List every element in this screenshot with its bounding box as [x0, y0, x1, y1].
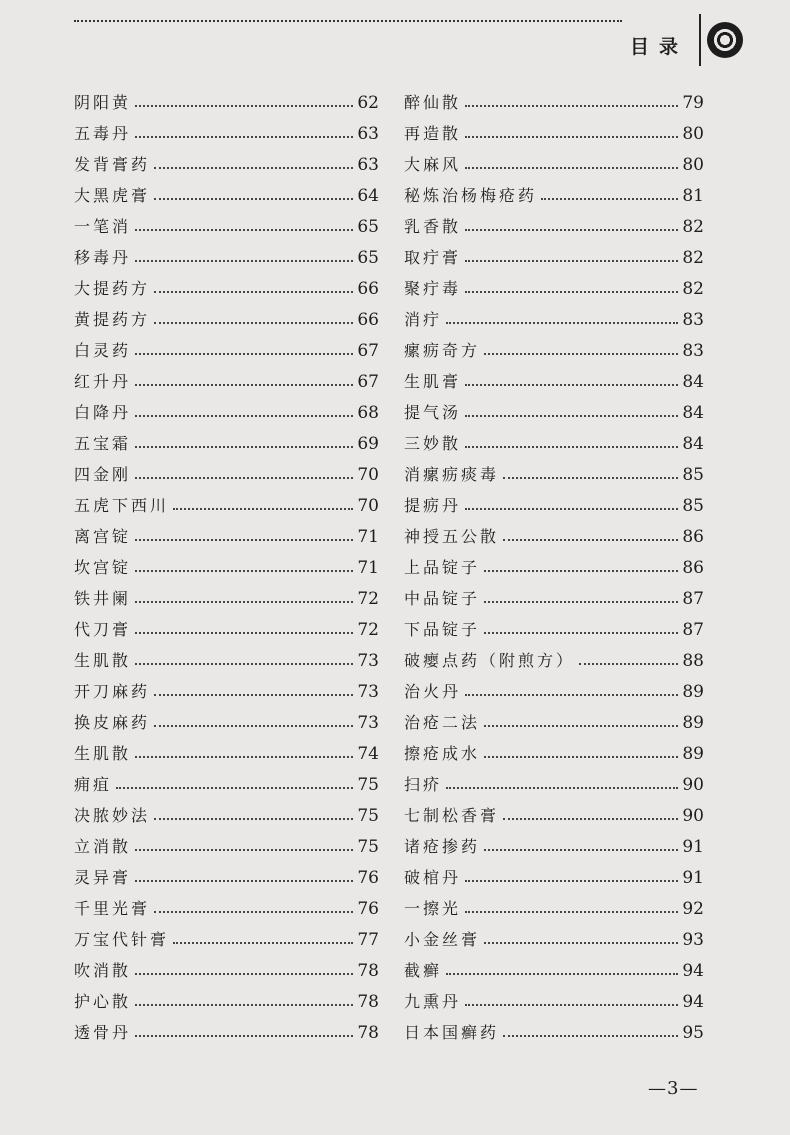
toc-entry [404, 981, 704, 1012]
dot-leader [465, 911, 678, 913]
dot-leader [465, 694, 678, 696]
dot-leader [135, 756, 353, 758]
toc-entry [74, 330, 379, 361]
toc-entry-page: 80 [682, 124, 704, 144]
dot-leader [446, 973, 678, 975]
toc-entry-page: 95 [682, 1023, 704, 1043]
toc-entry-page: 79 [682, 93, 704, 113]
toc-entry-title: 红升丹 [74, 372, 132, 391]
dot-leader [465, 229, 678, 231]
toc-entry-title: 诸疮掺药 [404, 837, 481, 856]
toc-entry-title: 千里光膏 [74, 899, 151, 918]
toc-entry [404, 702, 704, 733]
dot-leader [465, 167, 678, 169]
toc-entry-page: 81 [682, 186, 704, 206]
toc-entry [74, 516, 379, 547]
toc-entry [74, 485, 379, 516]
toc-entry-page: 94 [682, 961, 704, 981]
toc-entry [74, 454, 379, 485]
toc-entry [74, 826, 379, 857]
dot-leader [465, 1004, 678, 1006]
toc-entry-title: 破瘿点药（附煎方） [404, 651, 576, 670]
dot-leader [135, 663, 353, 665]
dot-leader [135, 973, 353, 975]
toc-entry-page: 84 [682, 434, 704, 454]
toc-entry-title: 小金丝膏 [404, 930, 481, 949]
toc-entry-title: 一笔消 [74, 217, 132, 236]
toc-entry [74, 82, 379, 113]
toc-entry-title: 醉仙散 [404, 93, 462, 112]
toc-entry [404, 82, 704, 113]
dot-leader [154, 911, 353, 913]
toc-entry [74, 733, 379, 764]
toc-entry [74, 857, 379, 888]
toc-entry-title: 移毒丹 [74, 248, 132, 267]
dot-leader [465, 260, 678, 262]
toc-entry-title: 吹消散 [74, 961, 132, 980]
toc-entry-page: 78 [357, 1023, 379, 1043]
toc-entry [74, 919, 379, 950]
toc-entry-title: 截癣 [404, 961, 443, 980]
toc-entry [404, 764, 704, 795]
toc-entry-title: 五虎下西川 [74, 496, 170, 515]
dot-leader [154, 167, 353, 169]
toc-entry [74, 702, 379, 733]
dot-leader [135, 1035, 353, 1037]
dot-leader [484, 570, 678, 572]
toc-entry [74, 175, 379, 206]
toc-entry-title: 开刀麻药 [74, 682, 151, 701]
page-number: —3— [648, 1078, 699, 1099]
dot-leader [135, 353, 353, 355]
dot-leader [484, 601, 678, 603]
toc-entry [404, 144, 704, 175]
toc-entry-page: 75 [357, 837, 379, 857]
toc-entry-page: 66 [357, 310, 379, 330]
toc-entry [74, 547, 379, 578]
dot-leader [154, 198, 353, 200]
toc-entry-page: 71 [357, 527, 379, 547]
toc-entry-title: 上品锭子 [404, 558, 481, 577]
dot-leader [446, 322, 678, 324]
dot-leader [465, 508, 678, 510]
toc-entry-page: 67 [357, 341, 379, 361]
toc-entry-page: 76 [357, 899, 379, 919]
toc-entry [404, 547, 704, 578]
toc-entry-page: 64 [357, 186, 379, 206]
dot-leader [135, 105, 353, 107]
dot-leader [135, 229, 353, 231]
dot-leader [503, 818, 678, 820]
dot-leader [446, 787, 678, 789]
toc-entry-title: 痈疽 [74, 775, 113, 794]
dot-leader [154, 818, 353, 820]
toc-entry-page: 90 [682, 775, 704, 795]
toc-entry-title: 乳香散 [404, 217, 462, 236]
toc-entry-title: 瘰疬奇方 [404, 341, 481, 360]
dot-leader [503, 477, 678, 479]
dot-leader [465, 446, 678, 448]
toc-entry-title: 聚疔毒 [404, 279, 462, 298]
toc-entry-page: 67 [357, 372, 379, 392]
toc-entry-title: 立消散 [74, 837, 132, 856]
toc-entry-title: 万宝代针膏 [74, 930, 170, 949]
dot-leader [465, 105, 678, 107]
toc-entry [404, 609, 704, 640]
toc-entry-page: 84 [682, 372, 704, 392]
toc-entry [404, 516, 704, 547]
toc-entry-page: 82 [682, 217, 704, 237]
toc-entry-title: 七制松香膏 [404, 806, 500, 825]
dot-leader [135, 477, 353, 479]
toc-entry-title: 一擦光 [404, 899, 462, 918]
toc-entry [74, 795, 379, 826]
toc-entry-page: 69 [357, 434, 379, 454]
toc-entry-page: 72 [357, 620, 379, 640]
dot-leader [116, 787, 353, 789]
dot-leader [154, 694, 353, 696]
dot-leader [465, 880, 678, 882]
toc-entry-page: 86 [682, 527, 704, 547]
toc-entry-page: 88 [682, 651, 704, 671]
page-title: 目录 [630, 36, 689, 58]
toc-entry-page: 73 [357, 682, 379, 702]
toc-entry-title: 提气汤 [404, 403, 462, 422]
dot-leader [135, 260, 353, 262]
toc-entry-page: 92 [682, 899, 704, 919]
toc-right-column [404, 82, 704, 1043]
toc-entry-page: 75 [357, 775, 379, 795]
toc-entry-title: 生肌散 [74, 744, 132, 763]
toc-entry-page: 94 [682, 992, 704, 1012]
dot-leader [579, 663, 678, 665]
toc-entry-title: 五毒丹 [74, 124, 132, 143]
toc-entry-title: 坎宫锭 [74, 558, 132, 577]
toc-entry-page: 89 [682, 744, 704, 764]
toc-entry-title: 下品锭子 [404, 620, 481, 639]
toc-entry-page: 80 [682, 155, 704, 175]
toc-entry [74, 423, 379, 454]
dot-leader [154, 291, 353, 293]
toc-entry-title: 日本国癣药 [404, 1023, 500, 1042]
dot-leader [135, 601, 353, 603]
toc-left-column [74, 82, 379, 1043]
toc-entry-title: 治火丹 [404, 682, 462, 701]
toc-entry-page: 93 [682, 930, 704, 950]
toc-entry-page: 63 [357, 124, 379, 144]
toc-entry [404, 392, 704, 423]
dot-leader [484, 632, 678, 634]
toc-entry [404, 268, 704, 299]
toc-entry [404, 950, 704, 981]
toc-entry-title: 再造散 [404, 124, 462, 143]
toc-entry [74, 578, 379, 609]
toc-entry [74, 113, 379, 144]
toc-entry [404, 826, 704, 857]
toc-entry [404, 795, 704, 826]
toc-entry-title: 铁井阑 [74, 589, 132, 608]
toc-entry-page: 91 [682, 837, 704, 857]
toc-entry [74, 144, 379, 175]
toc-entry-title: 扫疥 [404, 775, 443, 794]
toc-entry-page: 73 [357, 651, 379, 671]
toc-entry [404, 330, 704, 361]
toc-entry-page: 87 [682, 620, 704, 640]
toc-entry-page: 65 [357, 248, 379, 268]
toc-entry-title: 提疬丹 [404, 496, 462, 515]
toc-entry [74, 950, 379, 981]
toc-entry-page: 66 [357, 279, 379, 299]
toc-entry [404, 578, 704, 609]
toc-entry-page: 89 [682, 682, 704, 702]
dot-leader [135, 849, 353, 851]
toc-entry-page: 84 [682, 403, 704, 423]
dot-leader [484, 725, 678, 727]
toc-entry [404, 857, 704, 888]
toc-entry-page: 83 [682, 310, 704, 330]
dot-leader [135, 136, 353, 138]
dot-leader [484, 756, 678, 758]
dot-leader [173, 942, 353, 944]
toc-entry [404, 733, 704, 764]
toc-entry-title: 灵异膏 [74, 868, 132, 887]
toc-entry-page: 71 [357, 558, 379, 578]
toc-entry-title: 中品锭子 [404, 589, 481, 608]
toc-entry-page: 68 [357, 403, 379, 423]
toc-entry-page: 91 [682, 868, 704, 888]
toc-entry [404, 454, 704, 485]
toc-entry-page: 90 [682, 806, 704, 826]
toc-entry-title: 决脓妙法 [74, 806, 151, 825]
toc-entry-page: 82 [682, 248, 704, 268]
toc-entry [74, 609, 379, 640]
toc-entry [404, 485, 704, 516]
toc-entry-title: 生肌膏 [404, 372, 462, 391]
toc-entry-page: 72 [357, 589, 379, 609]
toc-entry [404, 113, 704, 144]
toc-entry-page: 83 [682, 341, 704, 361]
dot-leader [135, 384, 353, 386]
toc-entry [74, 640, 379, 671]
toc-entry [404, 175, 704, 206]
toc-entry-title: 消瘰疬痰毒 [404, 465, 500, 484]
toc-entry-page: 86 [682, 558, 704, 578]
circle-emblem-icon [707, 22, 743, 58]
dot-leader [465, 415, 678, 417]
toc-entry [404, 361, 704, 392]
dot-leader [484, 353, 678, 355]
toc-entry-title: 透骨丹 [74, 1023, 132, 1042]
dot-leader [465, 291, 678, 293]
toc-entry-page: 73 [357, 713, 379, 733]
toc-entry-page: 62 [357, 93, 379, 113]
dot-leader [154, 322, 353, 324]
dot-leader [173, 508, 353, 510]
toc-entry-title: 阴阳黄 [74, 93, 132, 112]
toc-entry [74, 888, 379, 919]
dot-leader [465, 384, 678, 386]
toc-entry-title: 白灵药 [74, 341, 132, 360]
toc-entry-title: 大提药方 [74, 279, 151, 298]
toc-entry-page: 78 [357, 992, 379, 1012]
toc-entry [74, 206, 379, 237]
toc-entry-title: 大黑虎膏 [74, 186, 151, 205]
toc-entry-title: 五宝霜 [74, 434, 132, 453]
toc-entry-page: 89 [682, 713, 704, 733]
toc-entry [74, 392, 379, 423]
toc-entry-title: 擦疮成水 [404, 744, 481, 763]
toc-entry [74, 671, 379, 702]
toc-entry [404, 919, 704, 950]
toc-entry [404, 640, 704, 671]
toc-entry [404, 888, 704, 919]
dot-leader [503, 1035, 678, 1037]
toc-entry-page: 65 [357, 217, 379, 237]
dot-leader [484, 942, 678, 944]
toc-entry [404, 237, 704, 268]
dot-leader [503, 539, 678, 541]
dot-leader [541, 198, 678, 200]
dot-leader [135, 539, 353, 541]
toc-entry [74, 1012, 379, 1043]
toc-entry-page: 70 [357, 496, 379, 516]
toc-entry-title: 离宫锭 [74, 527, 132, 546]
toc-entry-title: 九熏丹 [404, 992, 462, 1011]
toc-entry-page: 82 [682, 279, 704, 299]
toc-entry-page: 78 [357, 961, 379, 981]
dot-leader [154, 725, 353, 727]
toc-entry-title: 消疔 [404, 310, 443, 329]
toc-entry [404, 1012, 704, 1043]
toc-entry-page: 85 [682, 465, 704, 485]
header-dotted-rule [74, 20, 622, 22]
toc-entry-page: 77 [357, 930, 379, 950]
toc-entry [404, 423, 704, 454]
toc-entry-title: 大麻风 [404, 155, 462, 174]
dot-leader [484, 849, 678, 851]
toc-entry-page: 85 [682, 496, 704, 516]
toc-entry [74, 237, 379, 268]
dot-leader [135, 632, 353, 634]
toc-entry-title: 白降丹 [74, 403, 132, 422]
toc-entry [404, 671, 704, 702]
toc-entry-page: 74 [357, 744, 379, 764]
toc-entry-title: 护心散 [74, 992, 132, 1011]
toc-entry-title: 神授五公散 [404, 527, 500, 546]
toc-entry-title: 治疮二法 [404, 713, 481, 732]
header-divider [699, 14, 701, 66]
toc-entry [74, 361, 379, 392]
toc-entry-title: 取疔膏 [404, 248, 462, 267]
toc-entry-page: 70 [357, 465, 379, 485]
dot-leader [135, 880, 353, 882]
dot-leader [135, 570, 353, 572]
toc-entry-title: 秘炼治杨梅疮药 [404, 186, 538, 205]
dot-leader [135, 1004, 353, 1006]
dot-leader [135, 446, 353, 448]
toc-entry [74, 981, 379, 1012]
toc-entry [74, 299, 379, 330]
toc-entry-title: 生肌散 [74, 651, 132, 670]
toc-entry-title: 四金刚 [74, 465, 132, 484]
toc-entry-title: 破棺丹 [404, 868, 462, 887]
toc-entry-page: 76 [357, 868, 379, 888]
toc-entry-title: 三妙散 [404, 434, 462, 453]
toc-entry [404, 206, 704, 237]
toc-entry-title: 黄提药方 [74, 310, 151, 329]
toc-entry [74, 268, 379, 299]
dot-leader [135, 415, 353, 417]
toc-entry [74, 764, 379, 795]
toc-entry-title: 换皮麻药 [74, 713, 151, 732]
toc-entry-title: 代刀膏 [74, 620, 132, 639]
toc-entry [404, 299, 704, 330]
toc-entry-title: 发背膏药 [74, 155, 151, 174]
toc-entry-page: 75 [357, 806, 379, 826]
toc-entry-page: 63 [357, 155, 379, 175]
toc-entry-page: 87 [682, 589, 704, 609]
dot-leader [465, 136, 678, 138]
